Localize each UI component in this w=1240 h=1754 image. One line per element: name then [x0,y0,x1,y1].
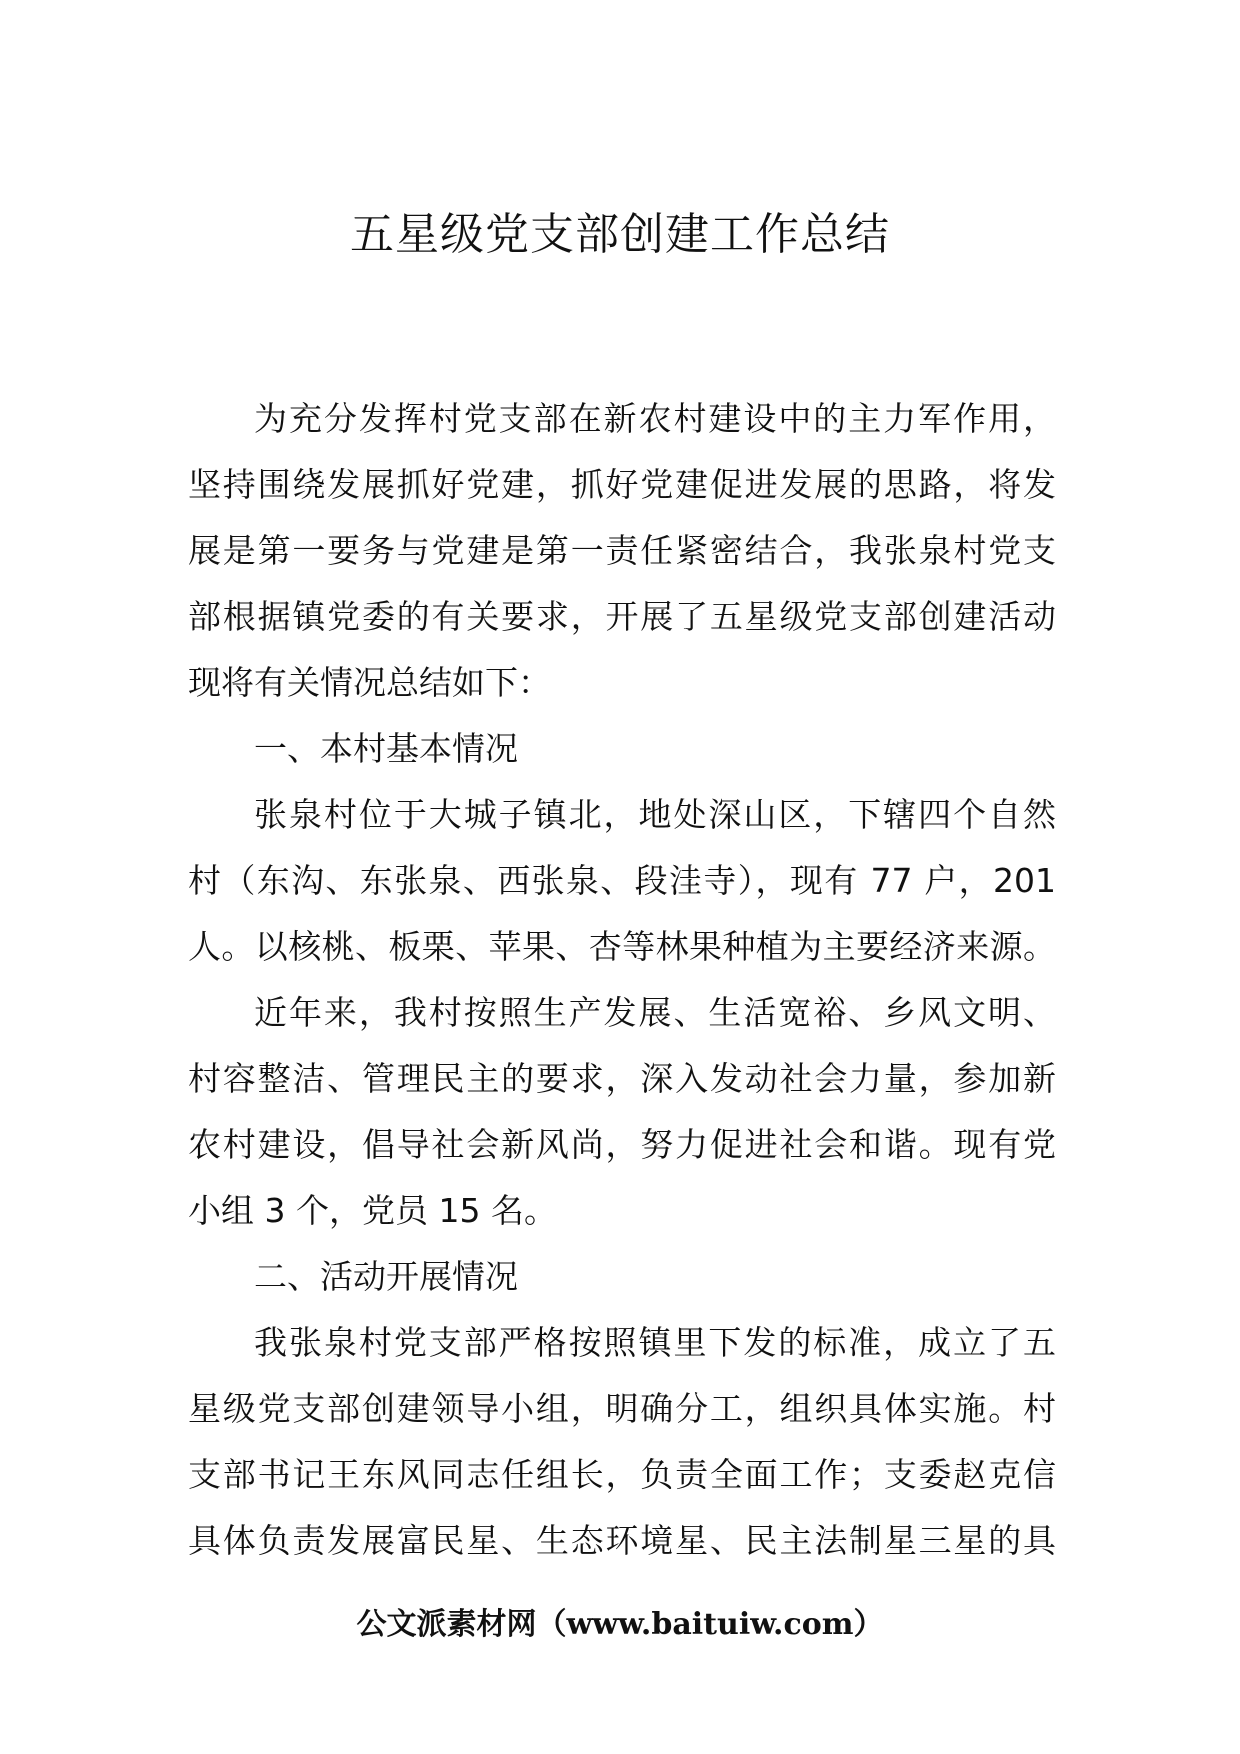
body-line: 人。以核桃、板栗、苹果、杏等林果种植为主要经济来源。 [188,927,1056,966]
body-line: 展是第一要务与党建是第一责任紧密结合，我张泉村党支 [188,531,1056,570]
section-heading: 一、本村基本情况 [254,729,518,768]
body-line: 为充分发挥村党支部在新农村建设中的主力军作用， [254,399,1056,438]
body-line: 星级党支部创建领导小组，明确分工，组织具体实施。村 [188,1389,1056,1428]
body-line: 支部书记王东风同志任组长，负责全面工作；支委赵克信 [188,1455,1056,1494]
body-line: 近年来，我村按照生产发展、生活宽裕、乡风文明、 [254,993,1056,1032]
body-line: 村（东沟、东张泉、西张泉、段洼寺），现有 77 户，201 [188,861,1056,900]
body-line: 坚持围绕发展抓好党建，抓好党建促进发展的思路，将发 [188,465,1056,504]
body-line: 我张泉村党支部严格按照镇里下发的标准，成立了五 [254,1323,1056,1362]
document-body [188,386,1056,1574]
body-line: 现将有关情况总结如下： [188,663,551,702]
body-line: 具体负责发展富民星、生态环境星、民主法制星三星的具 [188,1521,1056,1560]
body-line: 小组 3 个，党员 15 名。 [188,1191,557,1230]
body-line: 部根据镇党委的有关要求，开展了五星级党支部创建活动 [188,597,1056,636]
document-title: 五星级党支部创建工作总结 [350,209,890,260]
body-line: 村容整洁、管理民主的要求，深入发动社会力量，参加新 [188,1059,1056,1098]
source-footer: 公文派素材网（www.baituiw.com） [356,1607,884,1642]
body-line: 张泉村位于大城子镇北，地处深山区，下辖四个自然 [254,795,1056,834]
section-heading: 二、活动开展情况 [254,1257,518,1296]
body-line: 农村建设，倡导社会新风尚，努力促进社会和谐。现有党 [188,1125,1056,1164]
